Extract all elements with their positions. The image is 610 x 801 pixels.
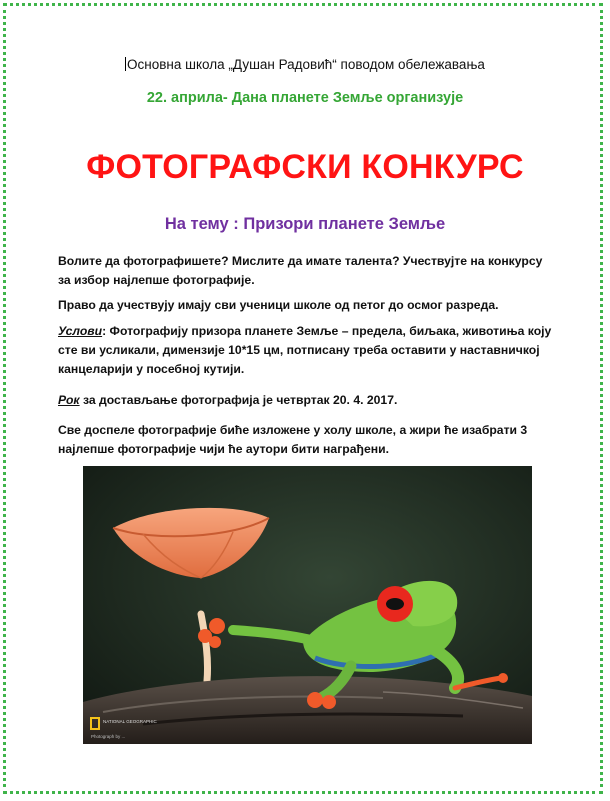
svg-text:Photograph by ...: Photograph by ... — [91, 734, 126, 739]
paragraph-exhibition: Све доспеле фотографије биће изложене у холу школе, а жири ће изабрати 3 најлепше фотографије чији ће аутори бити награђени. — [58, 423, 528, 456]
paragraph-deadline — [58, 391, 558, 410]
intro-line: Основна школа „Душан Радовић“ поводом обележавања — [127, 57, 485, 72]
page-subtitle: На тему : Призори планете Земље — [164, 215, 446, 233]
deadline-label: Рок — [58, 393, 80, 407]
frog-photo — [83, 466, 532, 744]
paragraph-eligibility: Право да учествују имају сви ученици школе од петог до осмог разреда. — [58, 298, 499, 312]
text-cursor — [125, 57, 126, 71]
deadline-text: за достављање фотографија је четвртак 20. 4. 2017. — [79, 393, 398, 407]
conditions-text: : Фотографију призора планете Земље – предела, биљака, животиња коју сте ви усликали, димензије 10*15 цм, потписану треба оставити у наставничкој канцеларији у посебној кутији. — [58, 324, 552, 376]
svg-text:NATIONAL GEOGRAPHIC: NATIONAL GEOGRAPHIC — [103, 719, 157, 724]
paragraph-invite: Волите да фотографишете? Мислите да имате талента? Учествујте на конкурсу за избор најлепше фотографије. — [58, 254, 543, 287]
page-title: ФОТОГРАФСКИ КОНКУРС — [86, 148, 524, 186]
date-line: 22. априла- Дана планете Земље организује — [146, 90, 464, 106]
conditions-label: Услови — [58, 324, 103, 338]
paragraph-conditions — [58, 322, 558, 379]
